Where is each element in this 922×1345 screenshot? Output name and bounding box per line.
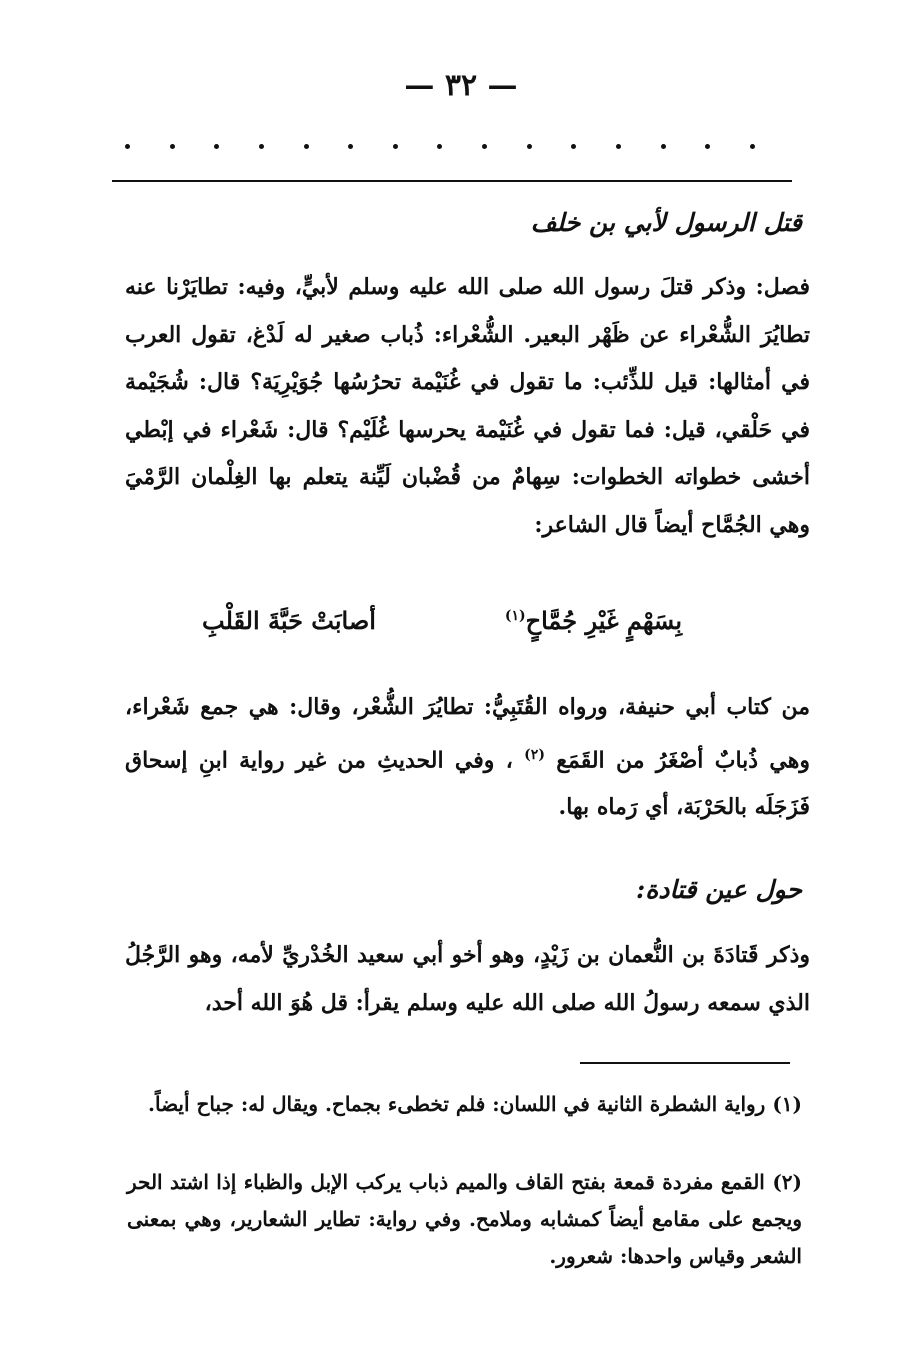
footnote-ref-2[interactable]: (٢) [524, 746, 545, 763]
ornament-dot [170, 144, 175, 149]
footnote-separator [580, 1062, 790, 1064]
ornament-dot [482, 144, 487, 149]
ornament-dot [527, 144, 532, 149]
paragraph-shura-text: من كتاب أبي حنيفة، ورواه القُتَبِيُّ: تطايُرَ الشُّعْر، وقال: هي جمع شَعْراء، وهي ذُبابٌ أصْغَرُ من القَمَع [125, 694, 810, 773]
ornament-dot [259, 144, 264, 149]
footnote-ref-1[interactable]: (١) [504, 608, 526, 624]
paragraph-shura [125, 684, 810, 832]
ornament-dot [705, 144, 710, 149]
ornament-dot [304, 144, 309, 149]
section-heading-ubayy: قتل الرسول لأبي بن خلف [530, 208, 802, 237]
footnote-2 [127, 1164, 802, 1275]
ornament-dot [437, 144, 442, 149]
ornamental-dot-row [125, 144, 755, 149]
header-rule [112, 180, 792, 182]
ornament-dot [125, 144, 130, 149]
footnote-1-text: رواية الشطرة الثانية في اللسان: فلم تخطىء بجماح. ويقال له: جباح أيضاً. [148, 1092, 766, 1116]
verse-second-hemistich-wrap [505, 606, 682, 635]
footnote-2-marker: (٢) [772, 1170, 802, 1194]
paragraph-shura-continuation: ، وفي الحديثِ من غير رواية ابنِ إسحاق فَزَجَلَه بالحَرْبَة، أي رَماه بها. [125, 746, 810, 821]
ornament-dot [214, 144, 219, 149]
footnote-1-marker: (١) [772, 1092, 802, 1116]
verse-second-hemistich: بِسَهْمٍ غَيْرِ جُمَّاحٍ [525, 606, 682, 635]
ornament-dot [616, 144, 621, 149]
verse-first-hemistich: أصابَتْ حَبَّةَ القَلْبِ [202, 606, 376, 635]
ornament-dot [661, 144, 666, 149]
paragraph-ubayy: فصل: وذكر قتلَ رسول الله صلى الله عليه وسلم لأبيٍّ، وفيه: تطايَرْنا عنه تطايُرَ الشُّعْراء عن ظَهْر البعير. الشُّعْراء: ذُباب صغير له لَدْغ، تقول العرب في أمثالها: قيل للذِّئب: ما تقول في غُنَيْمة تحرُسُها جُوَيْرِيَة؟ قال: شُجَيْمة في حَلْقي، قيل: فما تقول في غُنَيْمة يحرسها غُلَيْم؟ قال: شَعْراء في إبْطي أخشى خطواته الخطوات: سِهامٌ من قُضْبان لَيِّنة يتعلم بها الغِلْمان الرَّمْيَ وهي الجُمَّاح أيضاً قال الشاعر: [125, 274, 810, 538]
footnote-1 [127, 1086, 802, 1123]
footnote-2-text: القمع مفردة قمعة بفتح القاف والميم ذباب يركب الإبل والظباء إذا اشتد الحر ويجمع على مقامع أيضاً كمشابه وملامح. وفي رواية: تطاير الشعارير، وهي بمعنى الشعر وقياس واحدها: شعرور. [127, 1170, 802, 1268]
ornament-dot [750, 144, 755, 149]
ornament-dot [348, 144, 353, 149]
ornament-dot [393, 144, 398, 149]
ornament-dot [571, 144, 576, 149]
paragraph-qatada: وذكر قَتادَةَ بن النُّعمان بن زَيْدٍ، وهو أخو أبي سعيد الخُدْريِّ لأمه، وهو الرَّجُلُ الذي سمعه رسولُ الله صلى الله عليه وسلم يقرأ: قل هُوَ الله أحد، [125, 942, 810, 1016]
poem-verse [202, 606, 682, 635]
page-number: — ٣٢ — [404, 68, 518, 103]
section-heading-qatada: حول عين قتادة: [635, 875, 802, 904]
